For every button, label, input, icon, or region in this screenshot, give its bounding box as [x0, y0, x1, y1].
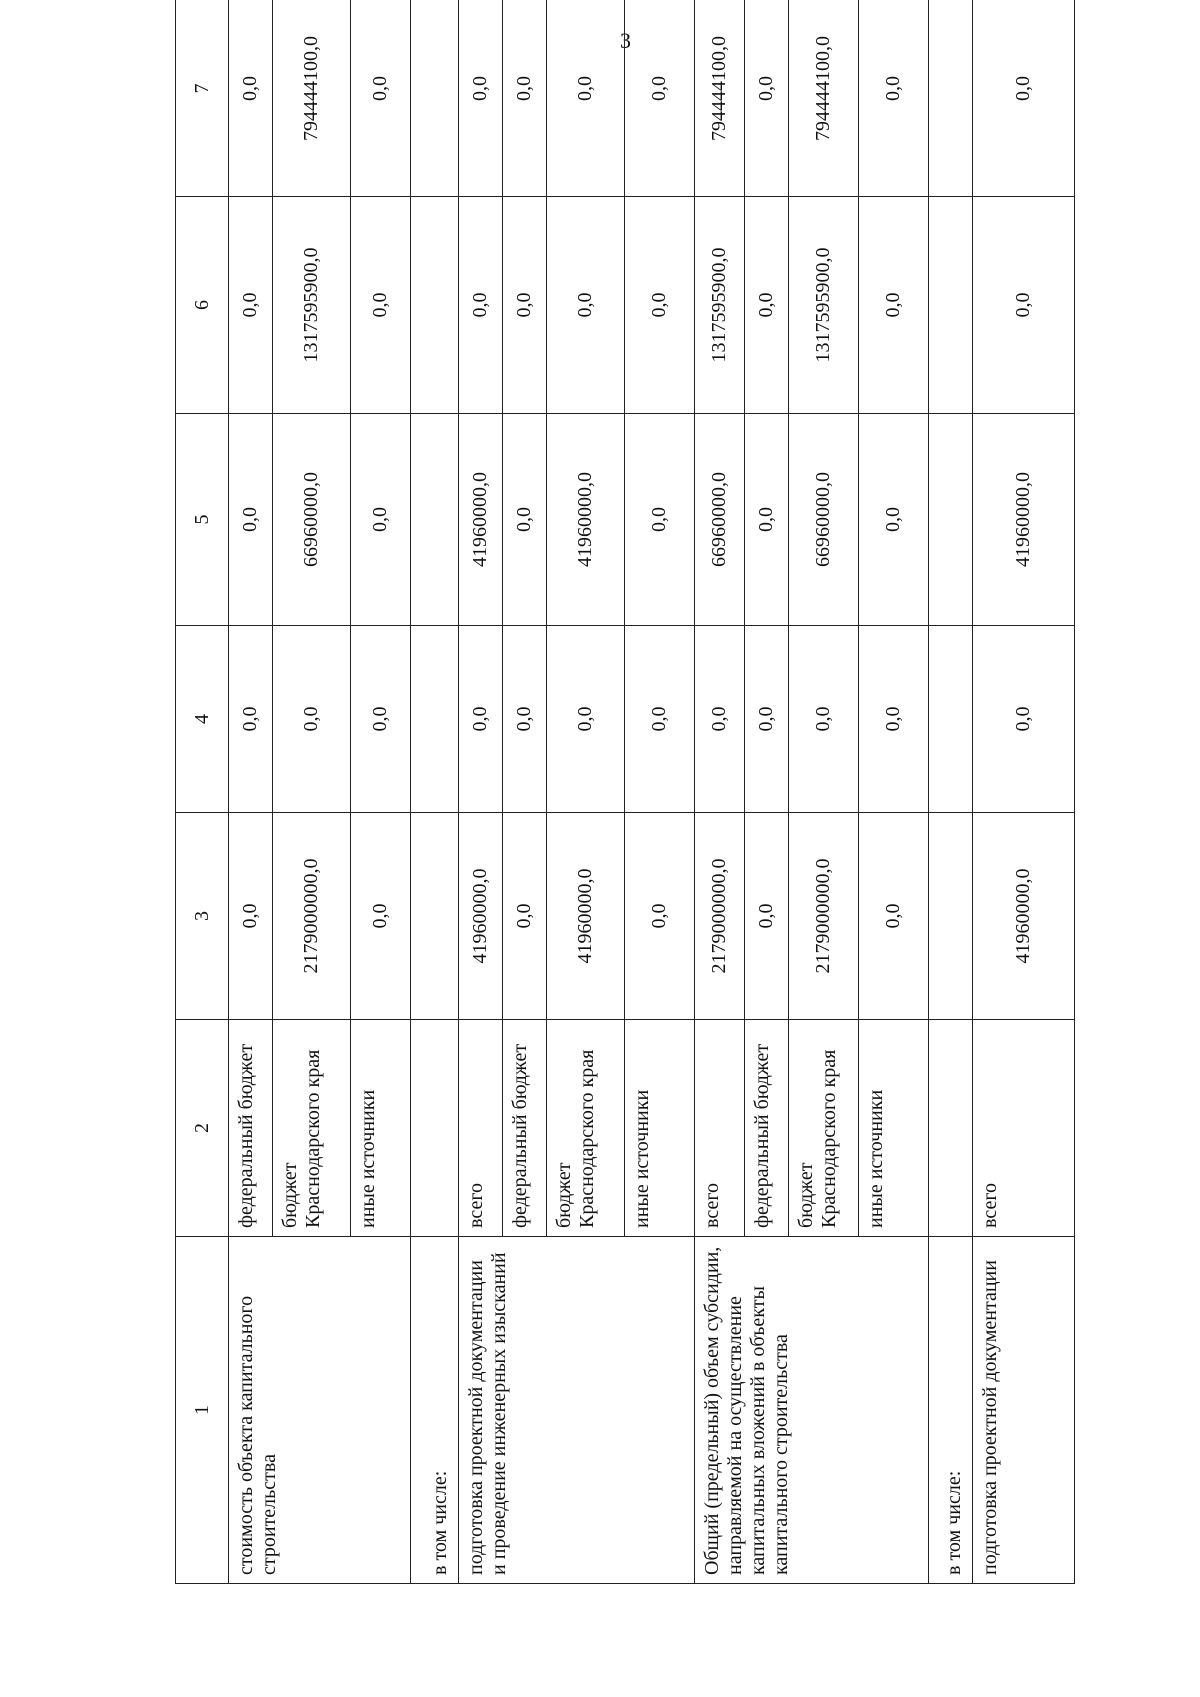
source-label: всего — [973, 1020, 1075, 1237]
cell-value: 0,0 — [351, 813, 411, 1020]
cell-value: 0,0 — [351, 0, 411, 197]
cell-value: 0,0 — [745, 626, 789, 813]
row-label: подготовка проектной документации и проведение инженерных изысканий — [459, 1237, 695, 1584]
col-header-3: 3 — [176, 813, 229, 1020]
col-header-2: 2 — [176, 1020, 229, 1237]
table-row — [459, 0, 503, 1584]
financing-table — [175, 0, 1075, 1584]
cell-value: 0,0 — [745, 813, 789, 1020]
cell-value: 0,0 — [745, 197, 789, 414]
cell-value: 0,0 — [859, 626, 929, 813]
page-number: 3 — [620, 28, 631, 53]
source-label: всего — [459, 1020, 503, 1237]
cell-value: 0,0 — [503, 414, 547, 626]
cell-value: 0,0 — [547, 197, 625, 414]
cell-value: 0,0 — [503, 813, 547, 1020]
cell-value: 0,0 — [459, 0, 503, 197]
table-row — [695, 0, 745, 1584]
col-header-1: 1 — [176, 1237, 229, 1584]
cell-value: 66960000,0 — [789, 414, 859, 626]
cell-value: 0,0 — [547, 626, 625, 813]
cell-value: 0,0 — [859, 0, 929, 197]
cell-value: 0,0 — [625, 813, 695, 1020]
cell-value: 41960000,0 — [547, 414, 625, 626]
table-row — [411, 0, 459, 1584]
cell-value: 0,0 — [503, 0, 547, 197]
table-header-row — [176, 0, 229, 1584]
col-header-5: 5 — [176, 414, 229, 626]
row-label: в том числе: — [929, 1237, 973, 1584]
cell-value: 0,0 — [625, 414, 695, 626]
cell-value: 0,0 — [745, 0, 789, 197]
row-label: в том числе: — [411, 1237, 459, 1584]
cell-value: 41960000,0 — [973, 414, 1075, 626]
cell-value: 41960000,0 — [973, 813, 1075, 1020]
rotated-table-wrapper — [175, 36, 1075, 1584]
cell-value: 41960000,0 — [459, 813, 503, 1020]
cell-value: 0,0 — [973, 626, 1075, 813]
cell-value: 66960000,0 — [695, 414, 745, 626]
source-label: иные источники — [859, 1020, 929, 1237]
cell-value: 2179000000,0 — [273, 813, 351, 1020]
cell-value: 0,0 — [351, 197, 411, 414]
cell-value: 0,0 — [229, 414, 273, 626]
cell-value: 0,0 — [503, 626, 547, 813]
table-row — [229, 0, 273, 1584]
cell-value: 0,0 — [229, 0, 273, 197]
cell-value: 0,0 — [973, 197, 1075, 414]
cell-value: 41960000,0 — [459, 414, 503, 626]
table-row — [973, 0, 1075, 1584]
cell-value: 0,0 — [229, 197, 273, 414]
cell-value: 0,0 — [859, 197, 929, 414]
cell-value: 0,0 — [459, 626, 503, 813]
cell-value: 0,0 — [789, 626, 859, 813]
cell-value: 1317595900,0 — [789, 197, 859, 414]
cell-value: 0,0 — [351, 414, 411, 626]
cell-value: 2179000000,0 — [789, 813, 859, 1020]
cell-value: 0,0 — [229, 626, 273, 813]
cell-value: 1317595900,0 — [273, 197, 351, 414]
cell-value: 66960000,0 — [273, 414, 351, 626]
source-label: федеральный бюджет — [229, 1020, 273, 1237]
cell-value: 794444100,0 — [789, 0, 859, 197]
cell-value: 794444100,0 — [695, 0, 745, 197]
source-label: бюджет Краснодарского края — [273, 1020, 351, 1237]
cell-value: 0,0 — [625, 0, 695, 197]
table-row — [929, 0, 973, 1584]
source-label: всего — [695, 1020, 745, 1237]
source-label: федеральный бюджет — [503, 1020, 547, 1237]
cell-value: 1317595900,0 — [695, 197, 745, 414]
cell-value: 0,0 — [859, 414, 929, 626]
cell-value: 0,0 — [547, 0, 625, 197]
cell-value: 794444100,0 — [273, 0, 351, 197]
cell-value: 0,0 — [625, 197, 695, 414]
row-label: стоимость объекта капитального строительства — [229, 1237, 411, 1584]
cell-value: 2179000000,0 — [695, 813, 745, 1020]
col-header-7: 7 — [176, 0, 229, 197]
cell-value: 0,0 — [695, 626, 745, 813]
cell-value: 0,0 — [859, 813, 929, 1020]
cell-value: 0,0 — [973, 0, 1075, 197]
cell-value: 0,0 — [745, 414, 789, 626]
cell-value: 0,0 — [459, 197, 503, 414]
row-label: подготовка проектной документации — [973, 1237, 1075, 1584]
cell-value: 41960000,0 — [547, 813, 625, 1020]
cell-value: 0,0 — [273, 626, 351, 813]
source-label: бюджет Краснодарского края — [547, 1020, 625, 1237]
cell-value: 0,0 — [351, 626, 411, 813]
cell-value: 0,0 — [503, 197, 547, 414]
source-label: иные источники — [351, 1020, 411, 1237]
row-label: Общий (предельный) объем субсидии, направляемой на осуществление капитальных вложений в объекты капитального строительства — [695, 1237, 929, 1584]
cell-value: 0,0 — [625, 626, 695, 813]
source-label: федеральный бюджет — [745, 1020, 789, 1237]
col-header-4: 4 — [176, 626, 229, 813]
cell-value: 0,0 — [229, 813, 273, 1020]
source-label: бюджет Краснодарского края — [789, 1020, 859, 1237]
col-header-6: 6 — [176, 197, 229, 414]
source-label: иные источники — [625, 1020, 695, 1237]
